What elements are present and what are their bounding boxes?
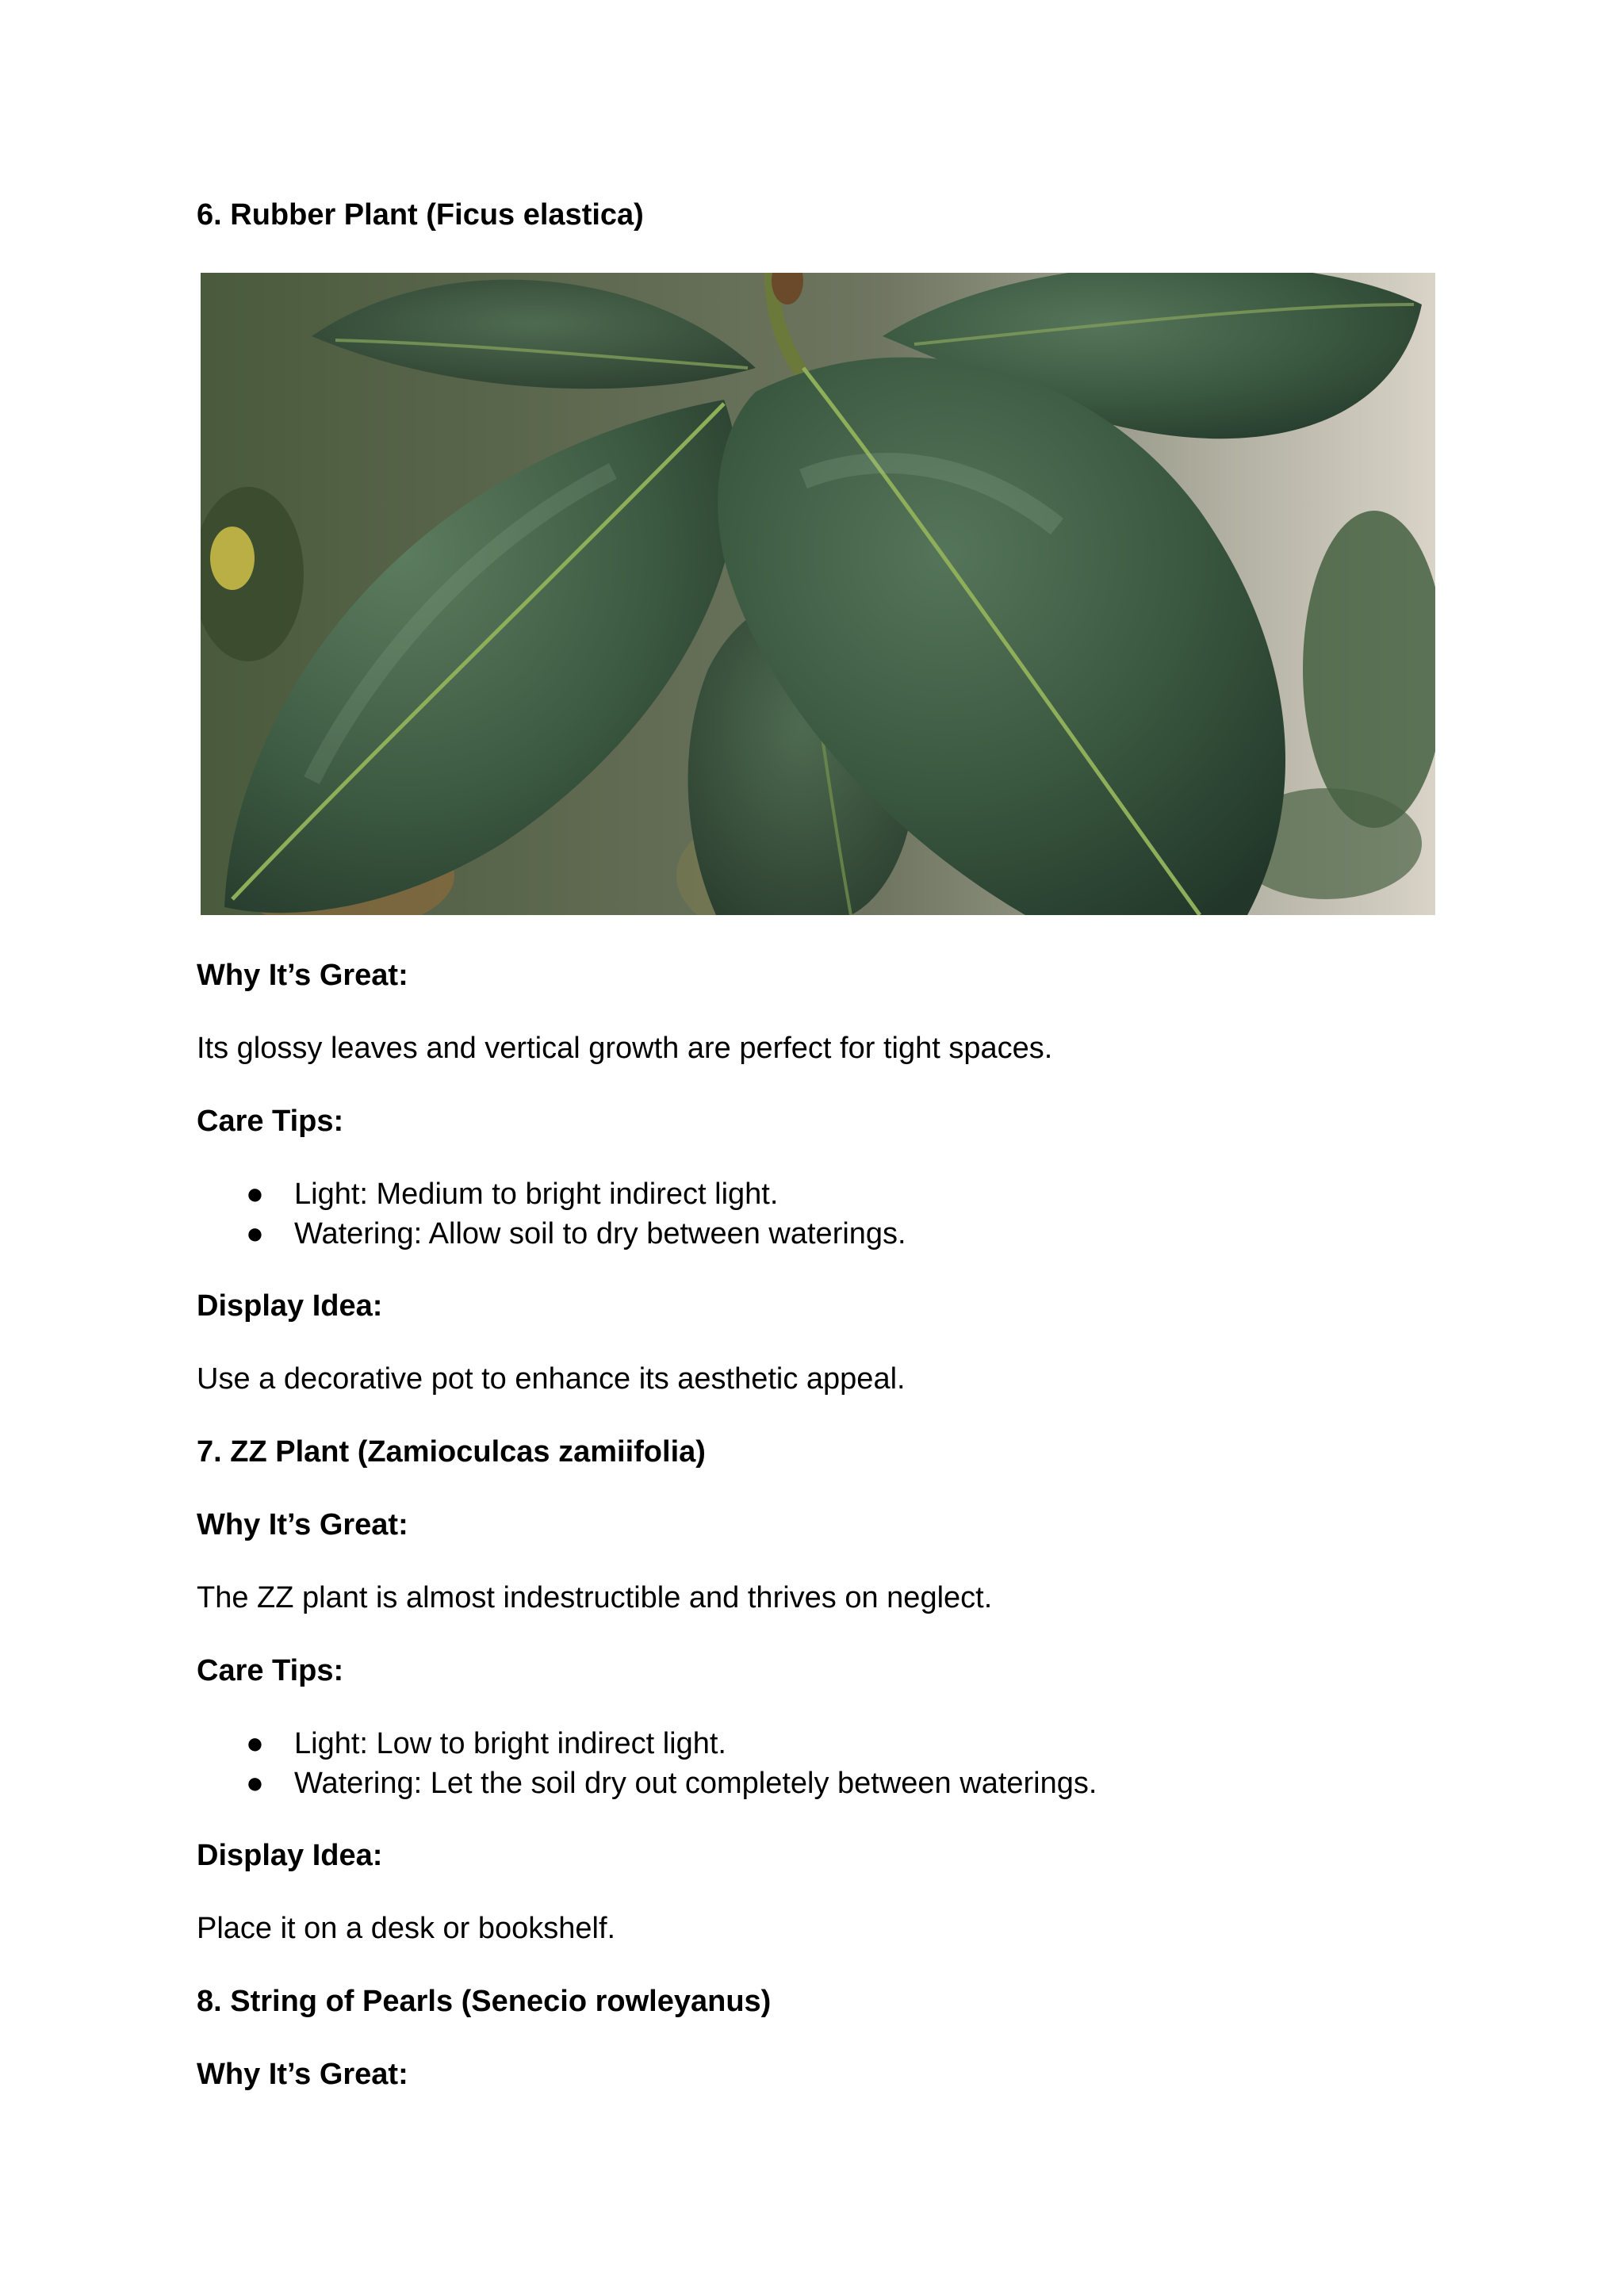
care-label-zz-plant: Care Tips: [197,1654,344,1687]
display-text-zz-plant: Place it on a desk or bookshelf. [197,1912,616,1945]
care-label-rubber-plant: Care Tips: [197,1105,344,1138]
bullet-icon: ● [246,1727,264,1760]
rubber-plant-photo [201,273,1435,915]
display-text-rubber-plant: Use a decorative pot to enhance its aesthetic appeal. [197,1362,906,1396]
why-text-zz-plant: The ZZ plant is almost indestructible and thrives on neglect. [197,1581,993,1614]
bullet-icon: ● [246,1217,264,1250]
bullet-icon: ● [246,1178,264,1211]
display-label-rubber-plant: Display Idea: [197,1289,383,1323]
section-heading-rubber-plant: 6. Rubber Plant (Ficus elastica) [197,198,644,232]
display-label-zz-plant: Display Idea: [197,1839,383,1872]
care-item-text: Watering: Let the soil dry out completely between waterings. [294,1767,1097,1800]
why-label-zz-plant: Why It’s Great: [197,1508,408,1541]
section-heading-string-of-pearls: 8. String of Pearls (Senecio rowleyanus) [197,1985,772,2018]
care-item-text: Watering: Allow soil to dry between waterings. [294,1217,906,1250]
why-label-string-of-pearls: Why It’s Great: [197,2058,408,2091]
why-label-rubber-plant: Why It’s Great: [197,959,408,992]
care-item-text: Light: Medium to bright indirect light. [294,1178,779,1211]
why-text-rubber-plant: Its glossy leaves and vertical growth are perfect for tight spaces. [197,1032,1053,1065]
care-item-text: Light: Low to bright indirect light. [294,1727,726,1760]
bullet-icon: ● [246,1767,264,1800]
section-heading-zz-plant: 7. ZZ Plant (Zamioculcas zamiifolia) [197,1435,706,1469]
